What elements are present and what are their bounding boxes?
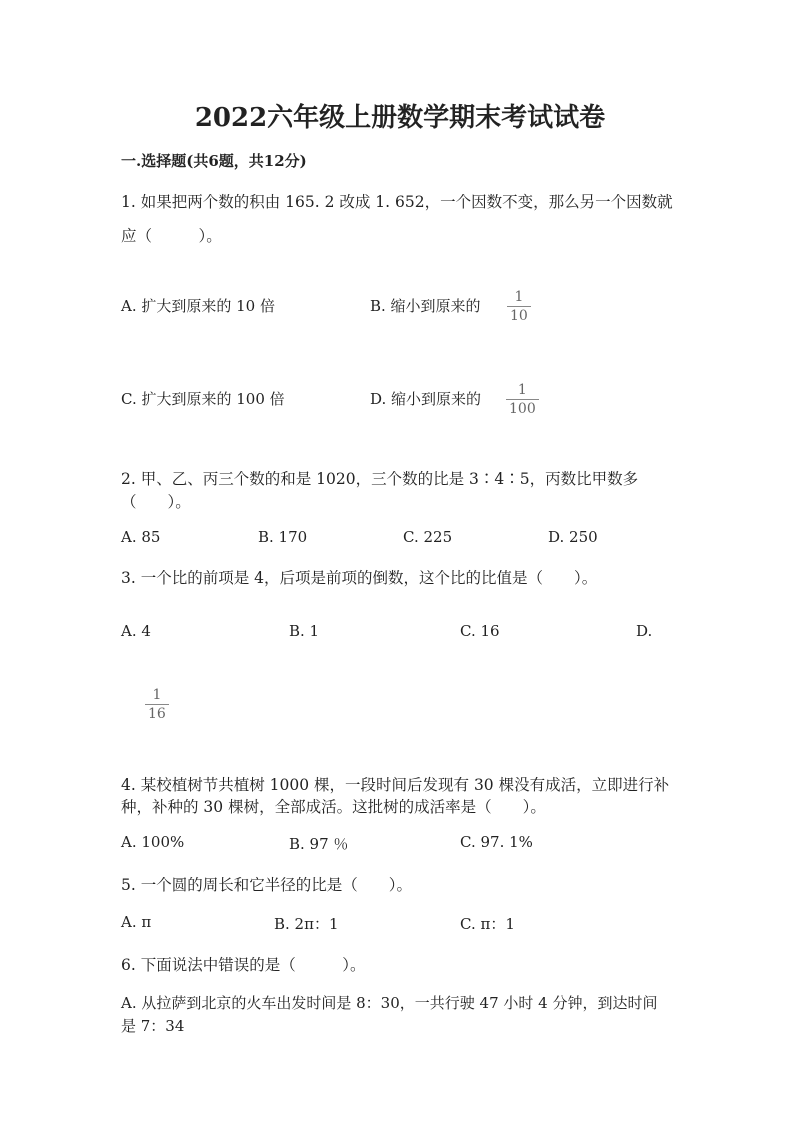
section-heading: 一.选择题(共6题，共12分) bbox=[121, 152, 307, 170]
q2-option-d: D. 250 bbox=[548, 528, 598, 546]
q4-option-b: B. 97 ％ bbox=[289, 835, 349, 853]
q3-option-d: D. bbox=[636, 622, 653, 640]
q3-option-c: C. 16 bbox=[460, 622, 500, 640]
q1-option-d-fraction bbox=[506, 383, 539, 416]
q1-option-d: D. 缩小到原来的 bbox=[370, 390, 482, 408]
q2-option-a: A. 85 bbox=[121, 528, 161, 546]
q6-option-a-cont: 是 7：34 bbox=[121, 1017, 185, 1035]
q1-option-a: A. 扩大到原来的 10 倍 bbox=[121, 297, 275, 315]
question-6-text: 6. 下面说法中错误的是（ ）。 bbox=[121, 956, 366, 974]
question-2-text-cont: （ ）。 bbox=[121, 493, 191, 511]
question-1-text-cont: 应（ ）。 bbox=[121, 227, 222, 245]
page-title: 2022六年级上册数学期末考试试卷 bbox=[194, 103, 606, 133]
q1-option-c: C. 扩大到原来的 100 倍 bbox=[121, 390, 285, 408]
q3-option-d-fraction bbox=[145, 688, 169, 721]
question-3-text: 3. 一个比的前项是 4，后项是前项的倒数，这个比的比值是（ ）。 bbox=[121, 569, 598, 587]
fraction-numerator: 1 bbox=[152, 687, 162, 703]
q3-option-a: A. 4 bbox=[121, 622, 151, 640]
q5-option-b: B. 2π：1 bbox=[274, 915, 339, 933]
question-4-text: 4. 某校植树节共植树 1000 棵，一段时间后发现有 30 棵没有成活，立即进行补 bbox=[121, 776, 670, 794]
fraction-numerator: 1 bbox=[514, 289, 524, 305]
q2-option-b: B. 170 bbox=[258, 528, 308, 546]
q5-option-c: C. π：1 bbox=[460, 915, 515, 933]
fraction-numerator: 1 bbox=[517, 382, 527, 398]
q6-option-a: A. 从拉萨到北京的火车出发时间是 8：30，一共行驶 47 小时 4 分钟，到达时间 bbox=[121, 994, 658, 1012]
q5-option-a: A. π bbox=[121, 913, 152, 931]
question-5-text: 5. 一个圆的周长和它半径的比是（ ）。 bbox=[121, 876, 412, 894]
fraction-denominator: 16 bbox=[148, 706, 166, 722]
q2-option-c: C. 225 bbox=[403, 528, 453, 546]
q1-option-b: B. 缩小到原来的 bbox=[370, 297, 481, 315]
q1-option-b-fraction bbox=[507, 290, 531, 323]
q4-option-a: A. 100% bbox=[121, 833, 185, 851]
fraction-denominator: 100 bbox=[509, 401, 536, 417]
q4-option-c: C. 97. 1% bbox=[460, 833, 533, 851]
question-2-text: 2. 甲、乙、丙三个数的和是 1020，三个数的比是 3∶4∶5，丙数比甲数多 bbox=[121, 470, 639, 488]
question-4-text-cont: 种，补种的 30 棵树，全部成活。这批树的成活率是（ ）。 bbox=[121, 798, 546, 816]
question-1-text: 1. 如果把两个数的积由 165. 2 改成 1. 652，一个因数不变，那么另一个因数就 bbox=[121, 193, 673, 211]
fraction-denominator: 10 bbox=[510, 308, 528, 324]
q3-option-b: B. 1 bbox=[289, 622, 320, 640]
